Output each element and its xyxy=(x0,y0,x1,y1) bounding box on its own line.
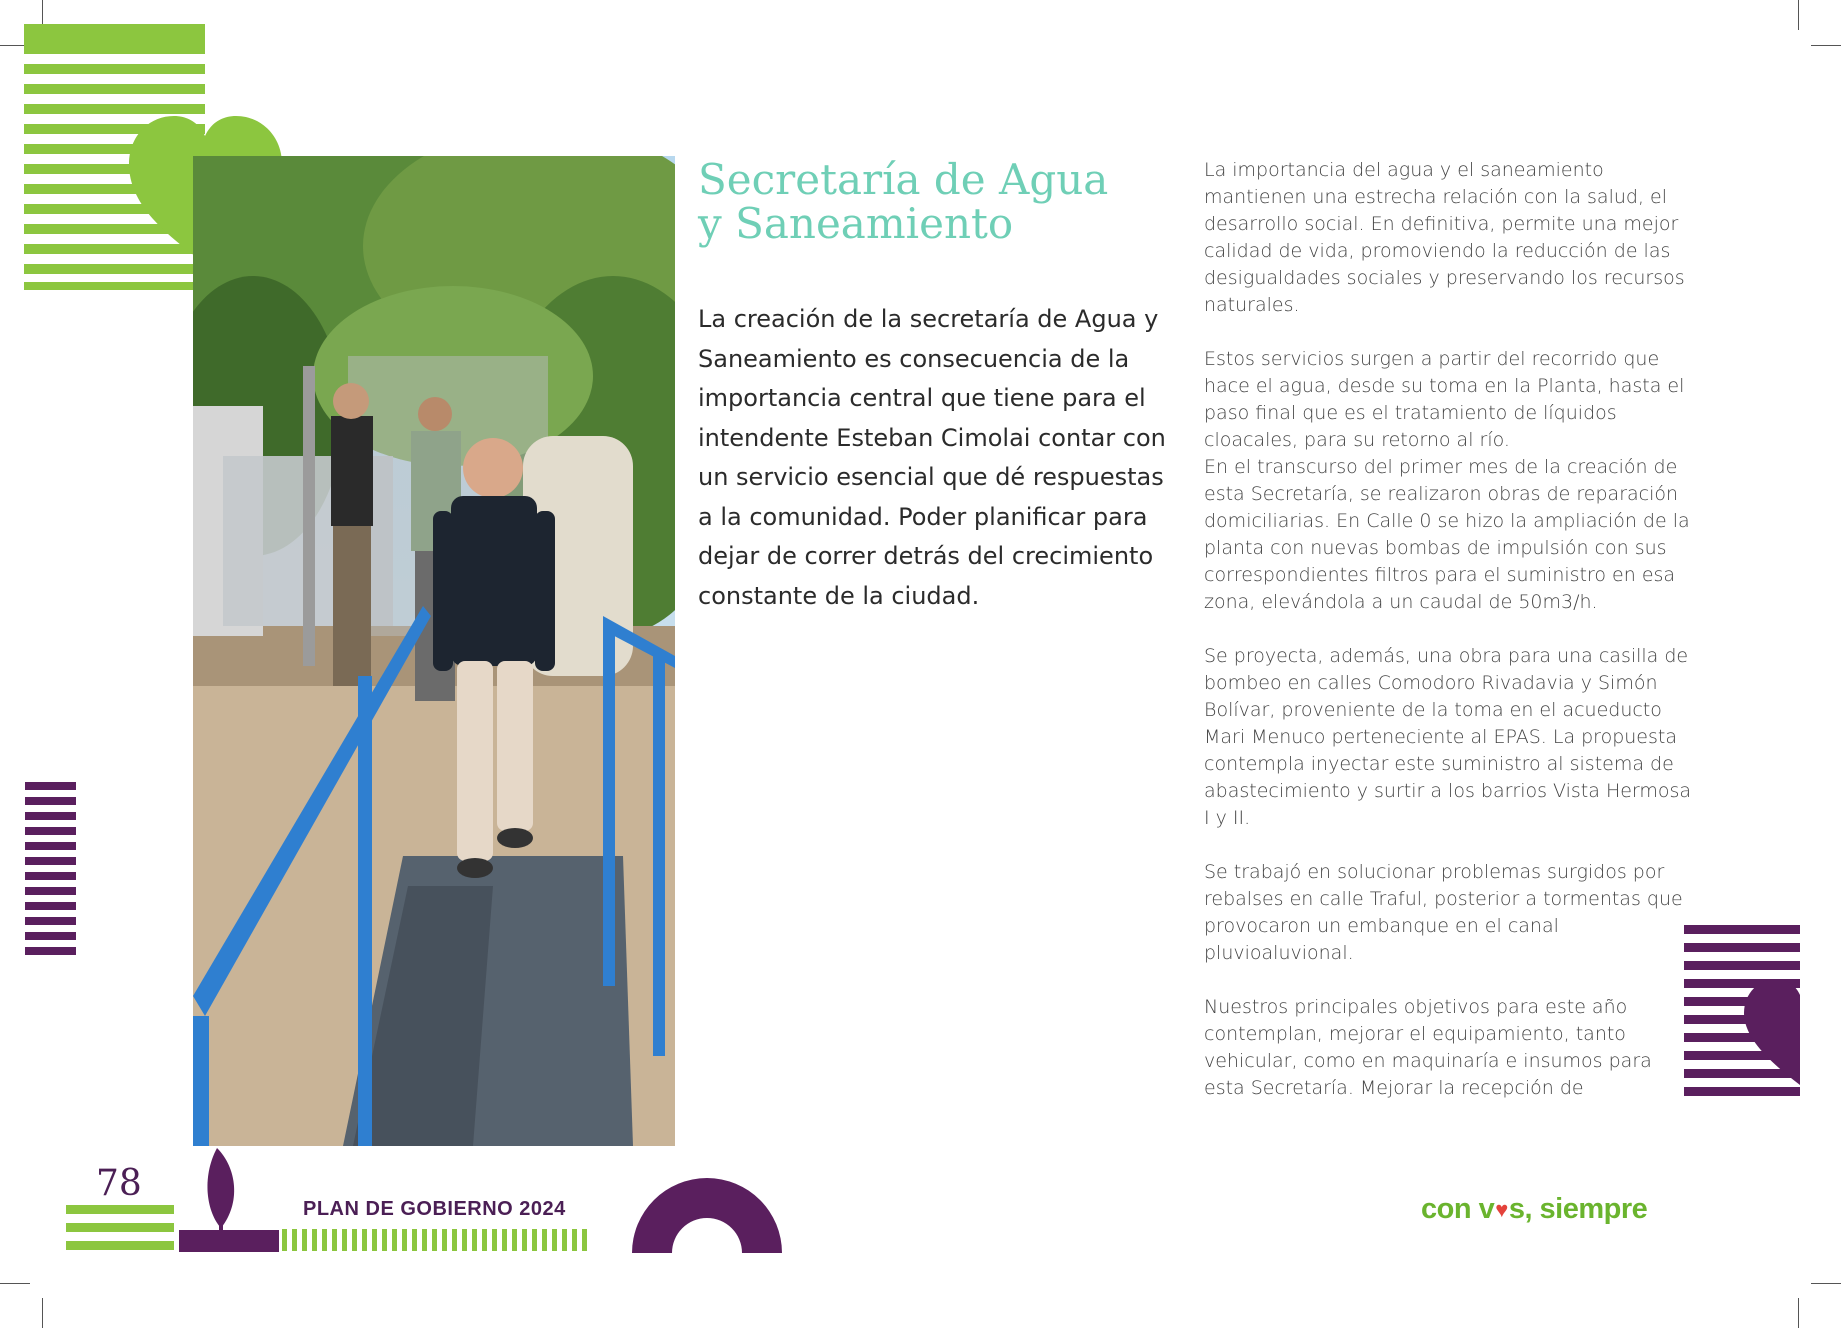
crop-mark xyxy=(1798,1298,1799,1328)
body-paragraph: Se trabajó en solucionar problemas surgidos por rebalses en calle Traful, posterior a tormentas que provocaron un embanque en el canal pluvioaluvional. xyxy=(1204,861,1683,964)
slogan-text-start: con v xyxy=(1421,1193,1495,1225)
body-paragraph: Estos servicios surgen a partir del recorrido que hace el agua, desde su toma en la Planta, hasta el paso final que es el tratamiento de líquidos cloacales, para su retorno al río. xyxy=(1204,348,1685,451)
half-circle-decoration xyxy=(632,1178,782,1253)
heart-icon: ♥ xyxy=(1495,1196,1508,1222)
purple-stripes-decoration xyxy=(25,782,76,960)
barcode-stripes xyxy=(282,1229,587,1251)
page-number-stripes xyxy=(66,1205,174,1251)
page-title xyxy=(698,155,1178,248)
body-paragraph: Se proyecta, además, una obra para una casilla de bombeo en calles Comodoro Rivadavia y Simón Bolívar, proveniente de la toma en el acueducto Mari Menuco perteneciente al EPAS. La propuesta contempla inyectar este suministro al sistema de abastecimiento y surtir a los barrios Vista Hermosa I y II. xyxy=(1204,645,1692,829)
body-paragraph: En el transcurso del primer mes de la creación de esta Secretaría, se realizaron obras de reparación domiciliarias. En Calle 0 se hizo la ampliación de la planta con nuevas bombas de impulsión con sus correspondientes filtros para el suministro en esa zona, elevándola a un caudal de 50m3/h. xyxy=(1204,456,1690,613)
leaf-candle-icon xyxy=(179,1148,279,1252)
plan-title: PLAN DE GOBIERNO 2024 xyxy=(303,1198,566,1220)
crop-mark xyxy=(1798,0,1799,30)
slogan xyxy=(1421,1193,1647,1226)
body-paragraph: Nuestros principales objetivos para este año contemplan, mejorar el equipamiento, tanto vehicular, como en maquinaría e insumos para esta Secretaría. Mejorar la recepción de xyxy=(1204,996,1652,1099)
crop-mark xyxy=(1811,1283,1841,1284)
intro-paragraph: La creación de la secretaría de Agua y Saneamiento es consecuencia de la importancia central que tiene para el intendente Esteban Cimolai contar con un servicio esencial que dé respuestas a la comunidad. Poder planificar para dejar de correr detrás del crecimiento constante de la ciudad. xyxy=(698,305,1166,610)
slogan-text-end: s, siempre xyxy=(1508,1193,1648,1225)
crop-mark xyxy=(0,1283,30,1284)
crop-mark xyxy=(1811,45,1841,46)
body-paragraph: La importancia del agua y el saneamiento mantienen una estrecha relación con la salud, el desarrollo social. En definitiva, permite una mejor calidad de vida, promoviendo la reducción de las desigualdades sociales y preservando los recursos naturales. xyxy=(1204,159,1685,316)
body-text-column xyxy=(1204,157,1694,1129)
crop-mark xyxy=(42,1298,43,1328)
title-line-2: y Saneamiento xyxy=(698,199,1014,248)
purple-stripes-heart-decoration xyxy=(1684,925,1814,1105)
title-line-1: Secretaría de Agua xyxy=(698,155,1109,204)
secretary-photo xyxy=(193,156,675,1146)
page-number: 78 xyxy=(96,1163,142,1204)
